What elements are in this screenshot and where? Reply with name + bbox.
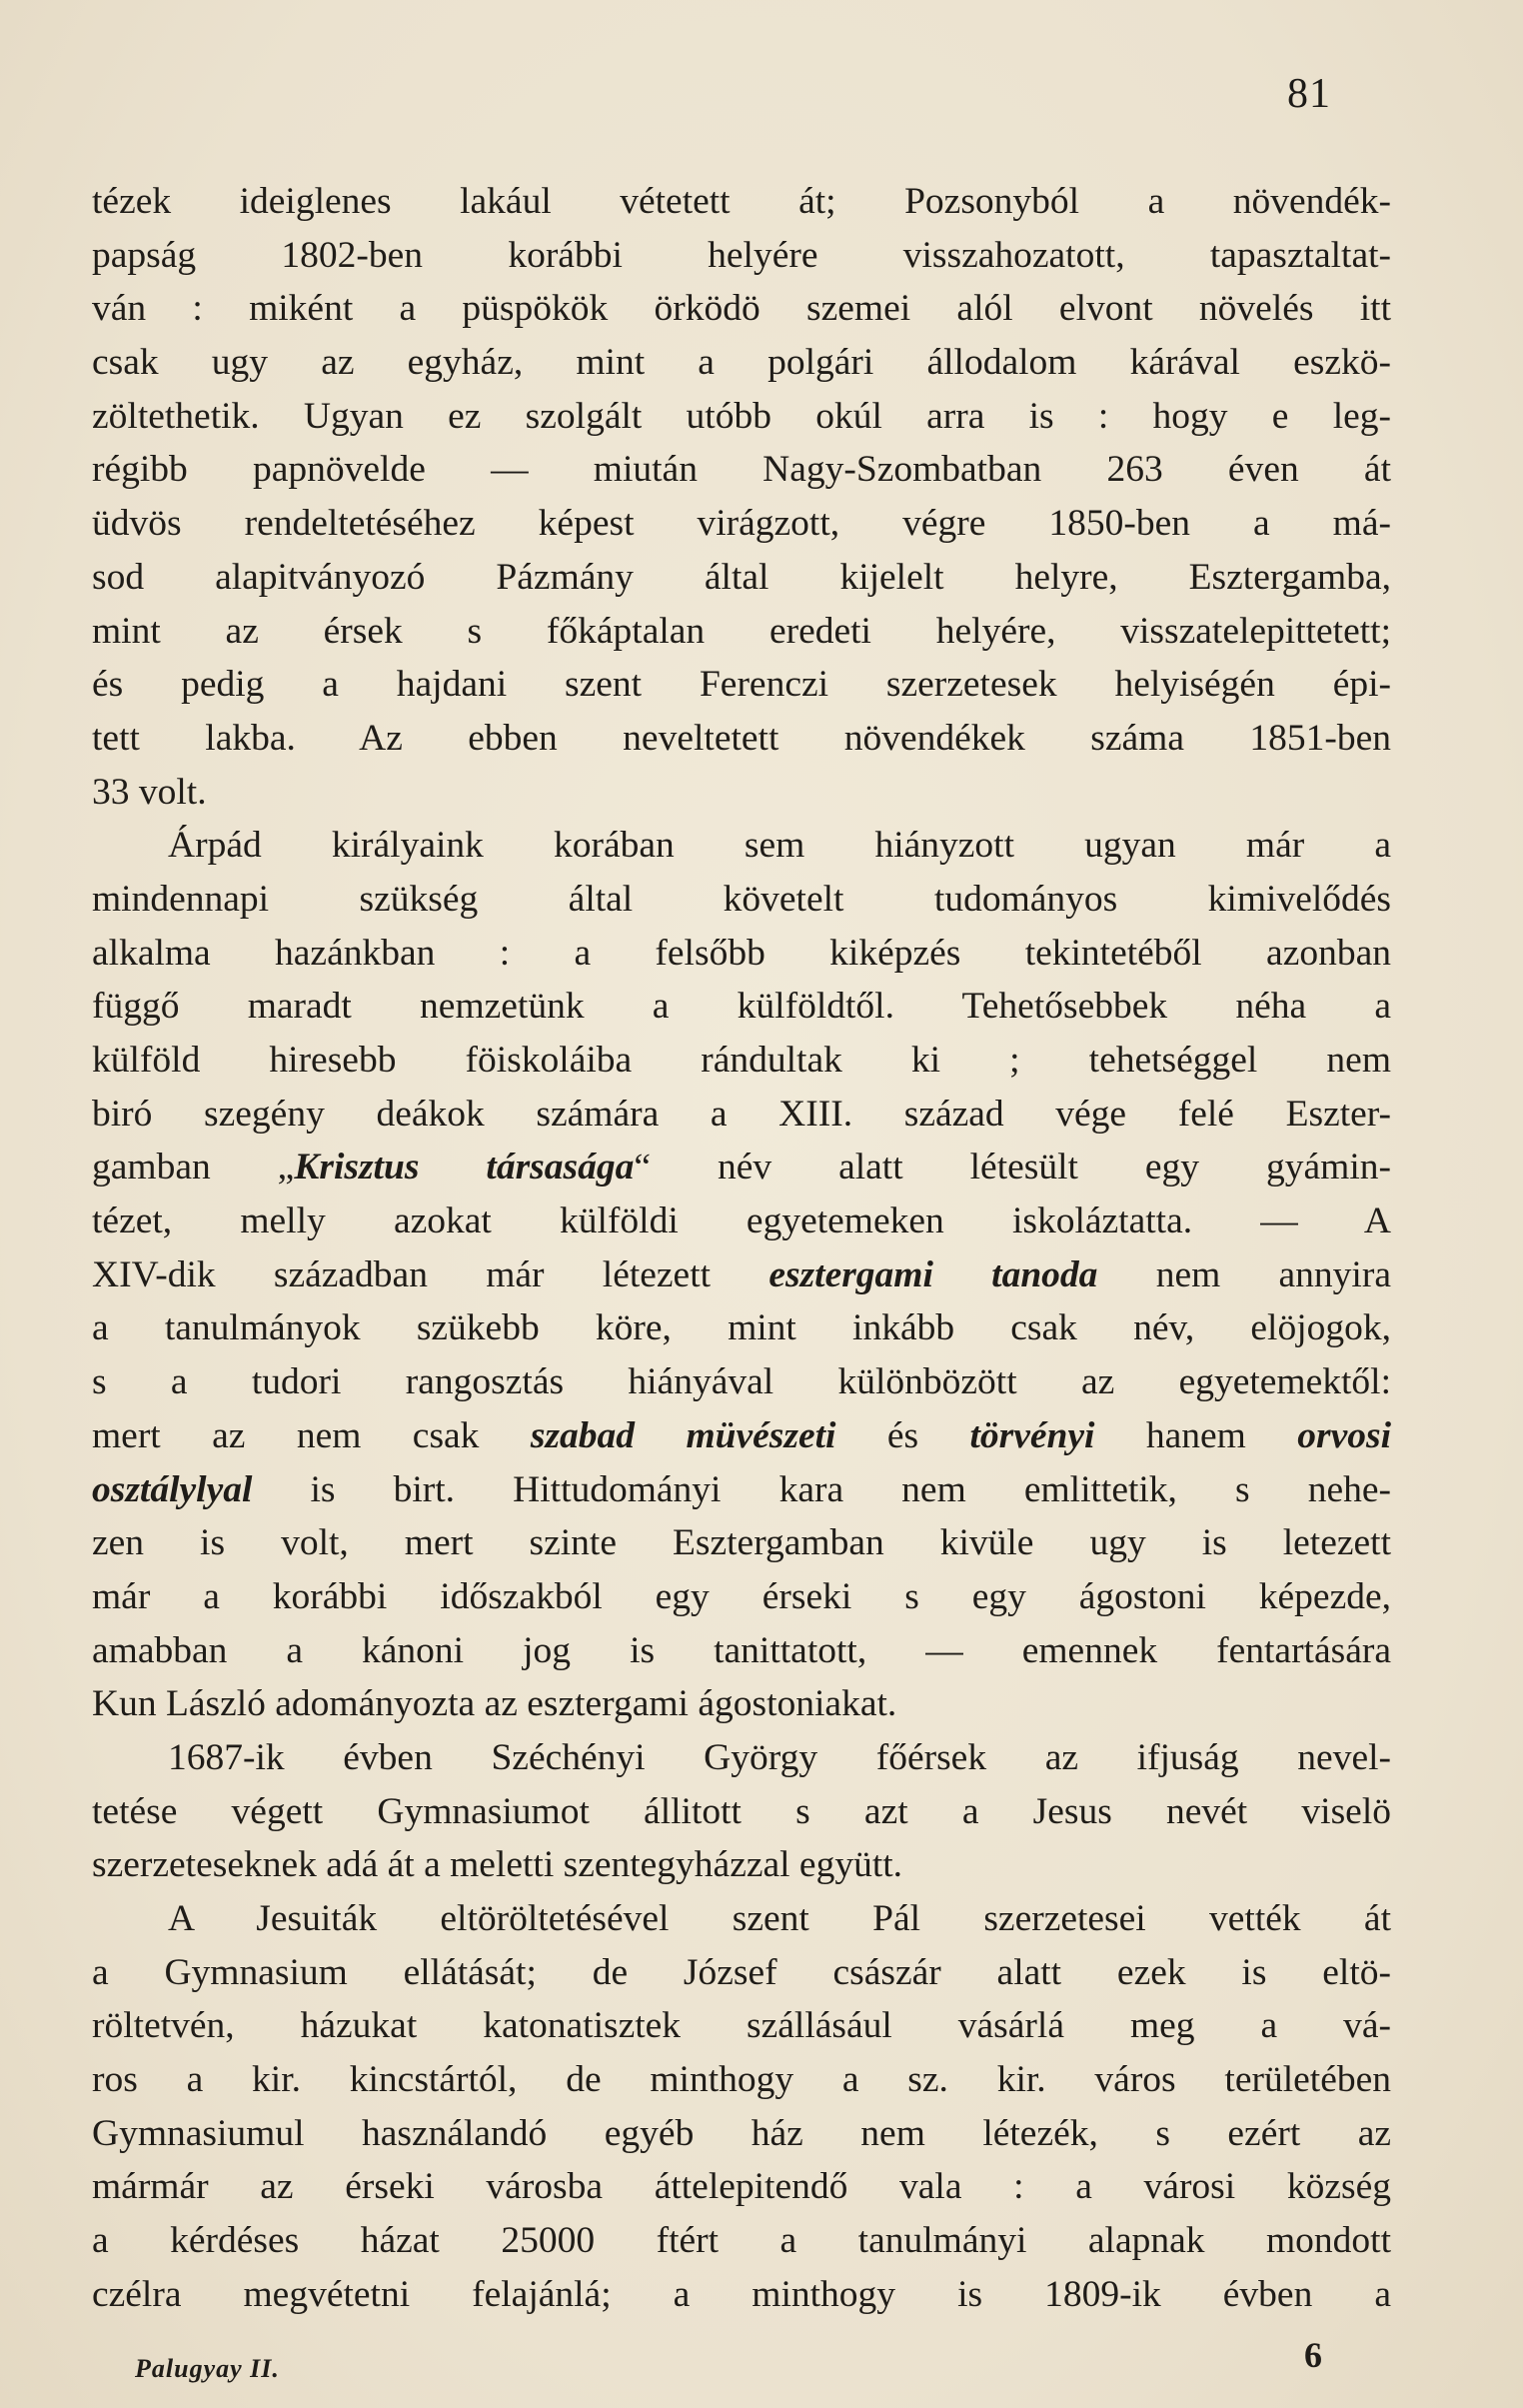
text-segment: is birt. Hittudományi kara nem emlittetik, s nehe-	[252, 1468, 1391, 1510]
text-segment: hanem	[1094, 1414, 1298, 1456]
text-line: s a tudori rangosztás hiányával különbözött az egyetemektől:	[92, 1361, 1391, 1403]
text-line: üdvös rendeltetéséhez képest virágzott, végre 1850-ben a má-	[92, 503, 1391, 545]
text-line: 1687-ik évben Széchényi György főérsek az ifjuság nevel-	[168, 1736, 1391, 1778]
text-line: régibb papnövelde — miután Nagy-Szombatban 263 éven át	[92, 449, 1391, 491]
text-line: czélra megvétetni felajánlá; a minthogy is 1809-ik évben a	[92, 2273, 1391, 2315]
text-line: alkalma hazánkban : a felsőbb kiképzés tekintetéből azonban	[92, 932, 1391, 974]
italic-phrase: törvényi	[969, 1414, 1095, 1456]
text-line-with-italic	[92, 1463, 1391, 1517]
text-line: mármár az érseki városba áttelepitendő vala : a városi község	[92, 2166, 1391, 2208]
text-line: ros a kir. kincstártól, de minthogy a sz. kir. város területében	[92, 2059, 1391, 2101]
text-line: a kérdéses házat 25000 ftért a tanulmányi alapnak mondott	[92, 2220, 1391, 2262]
text-line: tetése végett Gymnasiumot állitott s azt a Jesus nevét viselö	[92, 1790, 1391, 1832]
page-number: 81	[1287, 71, 1331, 117]
text-line: tézek ideiglenes lakául vétetett át; Pozsonyból a növendék-	[92, 181, 1391, 222]
text-segment: mert az nem csak	[92, 1414, 531, 1456]
text-line: mindennapi szükség által követelt tudományos kimivelődés	[92, 878, 1391, 920]
text-line: mint az érsek s főkáptalan eredeti helyére, visszatelepittetett;	[92, 610, 1391, 652]
text-line: a tanulmányok szükebb köre, mint inkább csak név, elöjogok,	[92, 1307, 1391, 1349]
text-line: Árpád királyaink korában sem hiányzott ugyan már a	[168, 825, 1391, 867]
text-line: szerzeteseknek adá át a meletti szentegyházzal együtt.	[92, 1844, 903, 1886]
text-line: röltetvén, házukat katonatisztek szállásául vásárlá meg a vá-	[92, 2005, 1391, 2047]
text-line: már a korábbi időszakból egy érseki s egy ágostoni képezde,	[92, 1575, 1391, 1617]
text-line-with-italic	[92, 1409, 1391, 1463]
text-line: papság 1802-ben korábbi helyére visszahozatott, tapasztaltat-	[92, 234, 1391, 276]
text-line: ván : miként a püspökök örködö szemei alól elvont növelés itt	[92, 288, 1391, 330]
text-line: és pedig a hajdani szent Ferenczi szerzetesek helyiségén épi-	[92, 664, 1391, 706]
text-line: A Jesuiták eltöröltetésével szent Pál szerzetesei vették át	[168, 1898, 1391, 1939]
text-line-with-italic	[92, 1141, 1391, 1195]
text-line: a Gymnasium ellátását; de József császár alatt ezek is eltö-	[92, 1951, 1391, 1993]
italic-phrase: orvosi	[1297, 1414, 1391, 1456]
text-segment: “ név alatt létesült egy gyámin-	[634, 1147, 1392, 1189]
text-segment: nem annyira	[1097, 1253, 1391, 1295]
body-text	[92, 175, 1391, 2322]
text-line: sod alapitványozó Pázmány által kijelelt helyre, Esztergamba,	[92, 556, 1391, 598]
italic-phrase: osztálylyal	[92, 1468, 253, 1510]
footer-sheet-mark: 6	[1304, 2335, 1322, 2375]
text-line: csak ugy az egyház, mint a polgári állodalom kárával eszkö-	[92, 342, 1391, 384]
italic-phrase: szabad müvészeti	[530, 1414, 836, 1456]
text-line: függő maradt nemzetünk a külföldtől. Tehetősebbek néha a	[92, 986, 1391, 1028]
text-line: biró szegény deákok számára a XIII. század vége felé Eszter-	[92, 1093, 1391, 1135]
text-segment: és	[835, 1414, 970, 1456]
text-line: amabban a kánoni jog is tanittatott, — emennek fentartására	[92, 1629, 1391, 1671]
text-segment: gamban „	[92, 1147, 295, 1189]
italic-phrase: esztergami tanoda	[768, 1253, 1098, 1295]
text-line: tett lakba. Az ebben neveltetett növendékek száma 1851-ben	[92, 717, 1391, 759]
text-segment: XIV-dik században már létezett	[92, 1253, 769, 1295]
italic-phrase: Krisztus társasága	[294, 1147, 635, 1189]
text-line: zöltethetik. Ugyan ez szolgált utóbb okúl arra is : hogy e leg-	[92, 395, 1391, 437]
text-line: Gymnasiumul használandó egyéb ház nem létezék, s ezért az	[92, 2112, 1391, 2154]
text-line: zen is volt, mert szinte Esztergamban kivüle ugy is letezett	[92, 1522, 1391, 1564]
footer-signature: Palugyay II.	[135, 2354, 280, 2383]
text-line: Kun László adományozta az esztergami ágostoniakat.	[92, 1683, 897, 1725]
text-line: külföld hiresebb föiskoláiba rándultak ki ; tehetséggel nem	[92, 1040, 1391, 1081]
text-line: 33 volt.	[92, 771, 207, 813]
text-line: tézet, melly azokat külföldi egyetemeken iskoláztatta. — A	[92, 1201, 1391, 1242]
text-line-with-italic	[92, 1248, 1391, 1302]
